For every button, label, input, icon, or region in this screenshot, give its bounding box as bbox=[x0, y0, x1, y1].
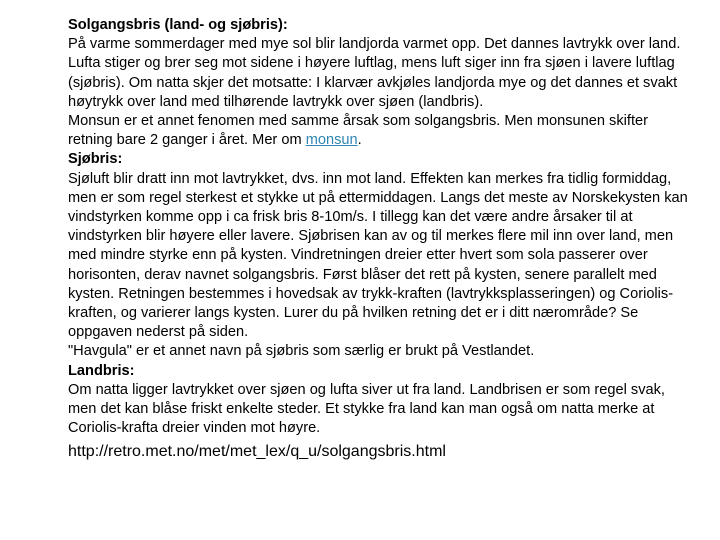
intro-paragraph: På varme sommerdager med mye sol blir landjorda varmet opp. Det dannes lavtrykk over land. Lufta stiger og brer seg mot sidene i høyere luftlag, mens luft siger inn fra sjøen i lavere luftlag (sjøbris). Om natta skjer det motsatte: I klarvær avkjøles landjorda mye og det dannes et svakt høytrykk over land med tilhørende lavtrykk over sjøen (landbris). bbox=[68, 36, 681, 110]
source-url: http://retro.met.no/met/met_lex/q_u/solgangsbris.html bbox=[68, 443, 446, 461]
landbris-paragraph: Om natta ligger lavtrykket over sjøen og lufta siver ut fra land. Landbrisen er som regel svak, men det kan blåse friskt enkelte steder. Et stykke fra land kan man også om natta merke at Coriolis-krafta dreier vinden mot høyre. bbox=[68, 381, 665, 437]
havgula-paragraph: "Havgula" er et annet navn på sjøbris som særlig er brukt på Vestlandet. bbox=[68, 343, 535, 360]
document-page bbox=[68, 16, 688, 462]
monsoon-text: Monsun er et annet fenomen med samme årsak som solgangsbris. Men monsunen skifter retning bare 2 ganger i året. Mer om bbox=[68, 113, 648, 149]
sjobris-heading: Sjøbris: bbox=[68, 151, 123, 168]
page-title: Solgangsbris (land- og sjøbris): bbox=[68, 17, 288, 33]
monsoon-paragraph bbox=[68, 112, 688, 150]
monsun-link[interactable]: monsun bbox=[305, 132, 358, 149]
sjobris-paragraph: Sjøluft blir dratt inn mot lavtrykket, dvs. inn mot land. Effekten kan merkes fra tidlig formiddag, men er som regel sterkest et stykke ut på ettermiddagen. Langs det meste av Norskekysten kan vindstyrken komme opp i ca frisk bris 8-10m/s. I tillegg kan det være andre årsaker til at vindstyrken blir høyere eller lavere. Sjøbrisen kan av og til merkes flere mil inn over land, men med mindre styrke enn på kysten. Vindretningen dreier etter hvert som sola passerer over horisonten, derav navnet solgangsbris. Først blåser det rett på kysten, senere parallelt med kysten. Retningen bestemmes i hovedsak av trykk-kraften (lavtrykksplasseringen) og Coriolis-kraften, og varierer langs kysten. Lurer du på hvilken retning det er i ditt nærområde? Se oppgaven nederst på siden. bbox=[68, 170, 688, 341]
monsoon-text-end: . bbox=[357, 132, 362, 149]
landbris-heading: Landbris: bbox=[68, 362, 135, 379]
